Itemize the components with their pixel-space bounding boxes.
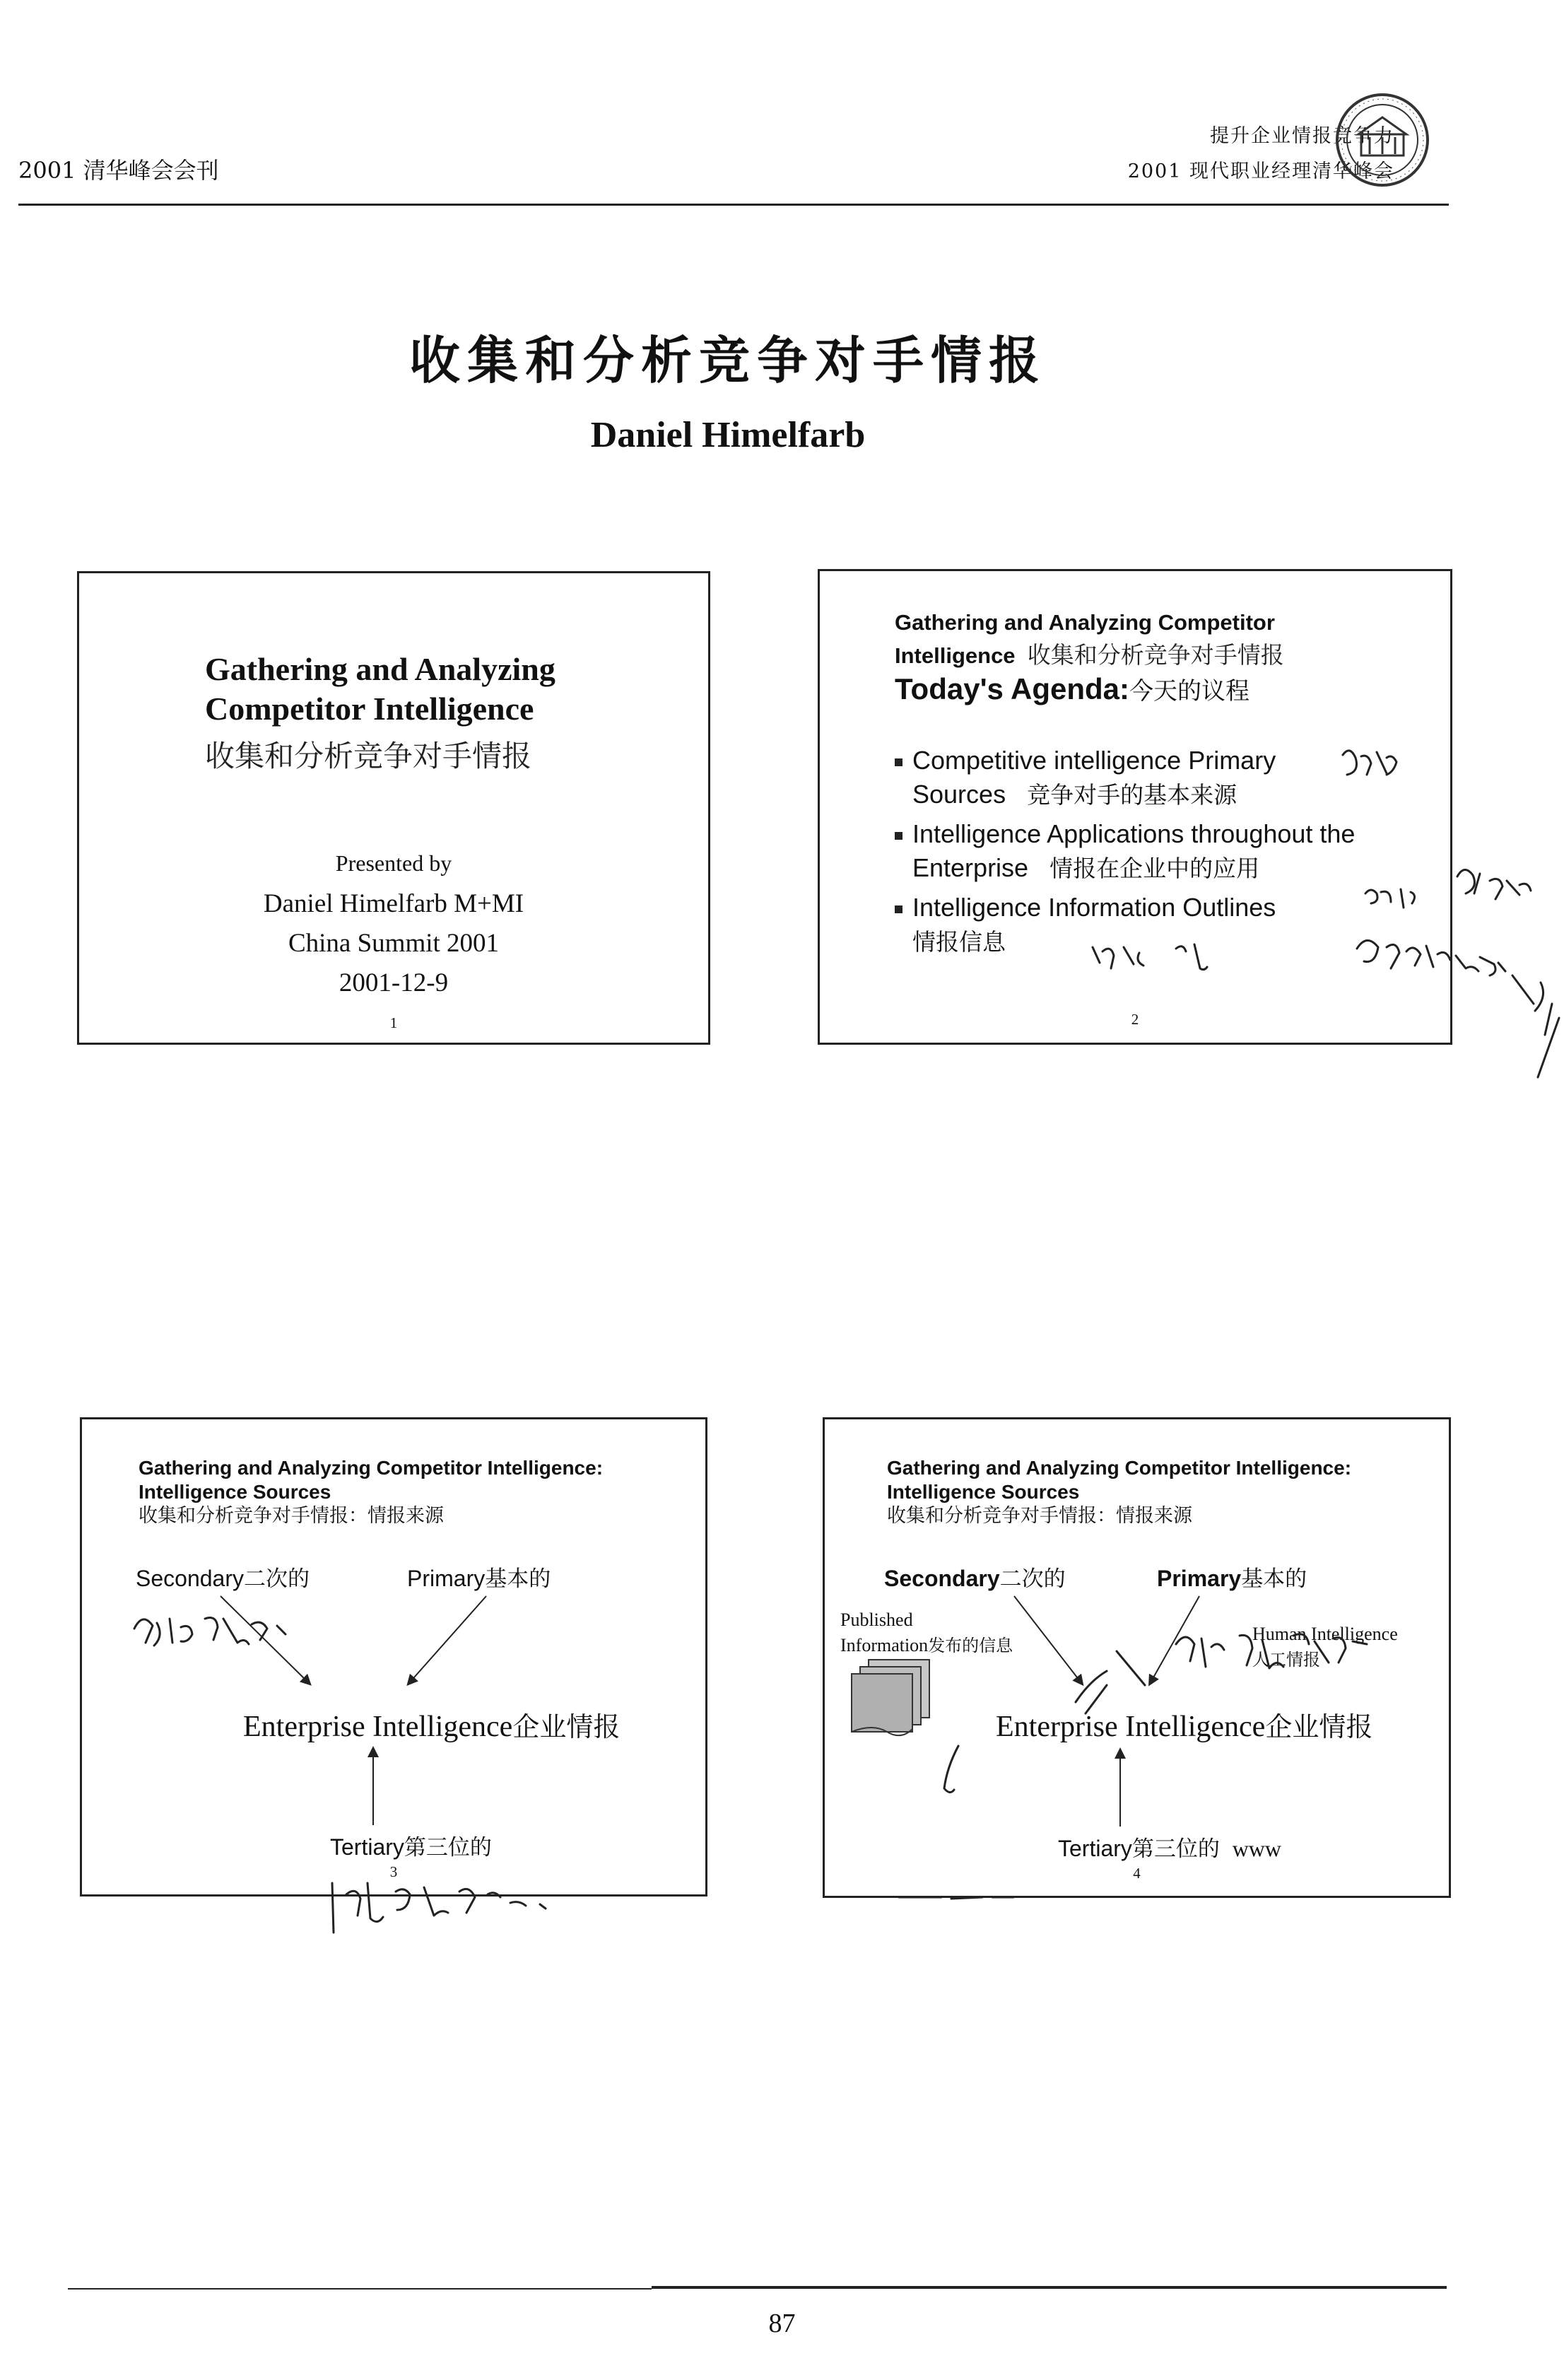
footer-rule-thin [68, 2288, 652, 2290]
slide4-www: www [1232, 1836, 1282, 1861]
bullet-3-chinese: 情报信息 [912, 928, 1006, 956]
slide4-human-intelligence: Human Intelligence 人工情报 [1252, 1624, 1398, 1670]
slide4-heading-chinese: 收集和分析竞争对手情报：情报来源 [887, 1505, 1192, 1527]
running-header-left: 2001 清华峰会会刊 [18, 157, 219, 184]
bullet-2-line2: Enterprise [912, 853, 1029, 882]
slide1-title-chinese: 收集和分析竞争对手情报 [205, 739, 532, 773]
slide1-date: 2001-12-9 [339, 968, 449, 997]
slide4-heading-line1: Gathering and Analyzing Competitor Intelligence: [887, 1457, 1352, 1479]
slide2-heading-chinese: 收集和分析竞争对手情报 [1027, 641, 1284, 669]
slide3-tertiary-label: Tertiary第三位的 [330, 1834, 492, 1860]
author-name: Daniel Himelfarb [590, 415, 866, 455]
header-right-line2: 2001 现代职业经理清华峰会 [1127, 160, 1394, 182]
bullet-1-line2: Sources [912, 780, 1006, 809]
slide2-heading-line1: Gathering and Analyzing Competitor [895, 610, 1275, 635]
slide4-tertiary-label: Tertiary第三位的 www [1058, 1836, 1282, 1862]
slide3-heading-chinese: 收集和分析竞争对手情报：情报来源 [139, 1505, 444, 1527]
bullet-1-line1: Competitive intelligence Primary [912, 746, 1276, 775]
slide4-number: 4 [1133, 1865, 1141, 1882]
bullet-2-line1: Intelligence Applications throughout the [912, 819, 1356, 848]
slide1-event: China Summit 2001 [288, 929, 500, 958]
slide4-published-information: Published Information发布的信息 [840, 1610, 1013, 1655]
slide3-secondary-label: Secondary二次的 [136, 1566, 310, 1592]
slide4-heading-line2: Intelligence Sources [887, 1481, 1080, 1503]
slide1-presented-by: Presented by [335, 850, 452, 876]
slide1-number: 1 [389, 1014, 398, 1031]
slide2-number: 2 [1131, 1011, 1139, 1028]
slide1-presenter: Daniel Himelfarb M+MI [263, 889, 524, 918]
bullet-1-chinese: 竞争对手的基本来源 [1027, 781, 1237, 809]
slide2-heading-line2: Intelligence [895, 643, 1016, 668]
page-title: 收集和分析竞争对手情报 [408, 330, 1047, 390]
slide3-heading-line2: Intelligence Sources [139, 1481, 331, 1503]
slide4-enterprise-intelligence: Enterprise Intelligence企业情报 [996, 1711, 1373, 1743]
slide4-secondary-label: Secondary二次的 [884, 1566, 1066, 1592]
slide3-enterprise-intelligence: Enterprise Intelligence企业情报 [243, 1711, 621, 1743]
bullet-3-line1: Intelligence Information Outlines [912, 893, 1276, 922]
slide3-primary-label: Primary基本的 [407, 1566, 551, 1592]
page-number: 87 [768, 2309, 796, 2338]
slide1-title-line2: Competitor Intelligence [205, 691, 534, 727]
slide2-agenda-chinese: 今天的议程 [1129, 677, 1250, 705]
slide4-primary-label: Primary基本的 [1157, 1566, 1307, 1592]
slide1-title-line1: Gathering and Analyzing [205, 651, 555, 687]
slide3-heading-line1: Gathering and Analyzing Competitor Intelligence: [139, 1457, 604, 1479]
slide3-number: 3 [389, 1863, 398, 1880]
header-right-line1: 提升企业情报竞争力 [1210, 125, 1394, 147]
bullet-2-chinese: 情报在企业中的应用 [1049, 855, 1260, 882]
slide2-agenda-label: Today's Agenda: [895, 672, 1130, 705]
footer-rule-thick [652, 2286, 1447, 2289]
